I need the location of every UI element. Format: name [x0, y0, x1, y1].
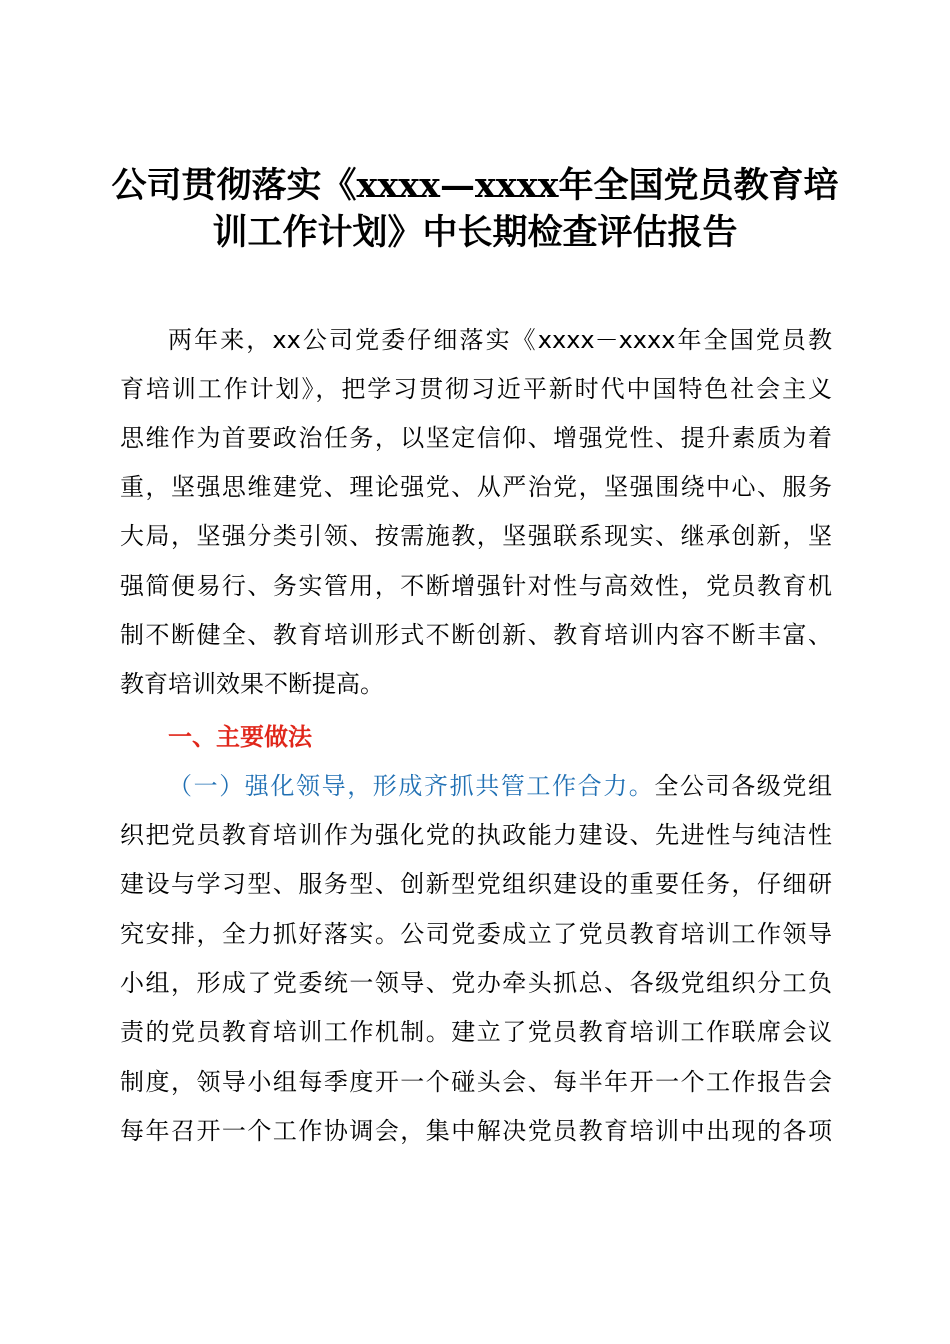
sub1-line-6: 责的党员教育培训工作机制。建立了党员教育培训工作联席会议: [120, 1018, 832, 1046]
intro-line-5: 大局，坚强分类引领、按需施教，坚强联系现实、继承创新，坚: [120, 522, 832, 550]
intro-line-2: 育培训工作计划》，把学习贯彻习近平新时代中国特色社会主义: [120, 375, 832, 403]
intro-line-6: 强简便易行、务实管用，不断增强针对性与高效性，党员教育机: [120, 572, 832, 600]
document-title-line-1: 公司贯彻落实《xxxx—xxxx年全国党员教育培: [111, 165, 839, 206]
sub1-first-line: [168, 771, 832, 801]
sub1-line-3: 建设与学习型、服务型、创新型党组织建设的重要任务，仔细研: [120, 870, 832, 898]
sub1-first-line-text: 全公司各级党组: [654, 772, 833, 800]
intro-line-4: 重，坚强思维建党、理论强党、从严治党，坚强围绕中心、服务: [120, 473, 832, 501]
sub1-line-2: 织把党员教育培训作为强化党的执政能力建设、先进性与纯洁性: [120, 821, 832, 849]
sub1-line-4: 究安排，全力抓好落实。公司党委成立了党员教育培训工作领导: [120, 920, 832, 948]
sub1-line-5: 小组，形成了党委统一领导、党办牵头抓总、各级党组织分工负: [120, 969, 832, 997]
sub1-line-7: 制度，领导小组每季度开一个碰头会、每半年开一个工作报告会: [120, 1068, 832, 1096]
intro-line-1: 两年来，xx公司党委仔细落实《xxxx－xxxx年全国党员教: [168, 326, 832, 354]
document-title-line-2: 训工作计划》中长期检查评估报告: [212, 212, 738, 253]
sub1-line-8: 每年召开一个工作协调会，集中解决党员教育培训中出现的各项: [120, 1117, 832, 1145]
section-heading-main-practices: 一、主要做法: [168, 723, 312, 751]
intro-line-8: 教育培训效果不断提高。: [120, 670, 384, 698]
intro-line-7: 制不断健全、教育培训形式不断创新、教育培训内容不断丰富、: [120, 621, 832, 649]
intro-line-3: 思维作为首要政治任务，以坚定信仰、增强党性、提升素质为着: [120, 424, 832, 452]
sub1-heading: （一）强化领导，形成齐抓共管工作合力。: [168, 772, 655, 800]
